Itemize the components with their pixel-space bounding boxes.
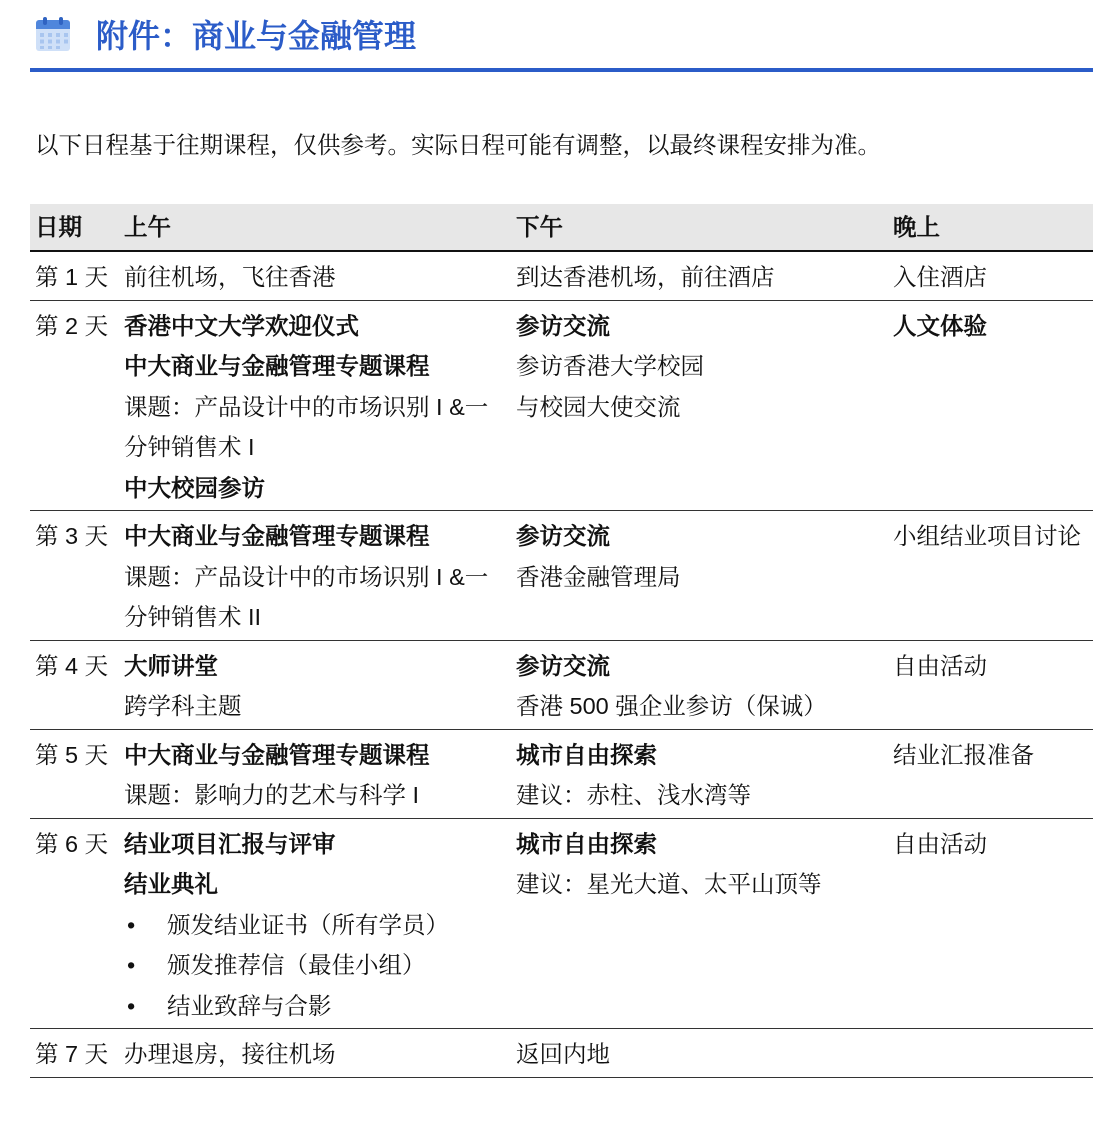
schedule-row (30, 511, 1093, 641)
activity-item: 城市自由探索 (516, 741, 657, 768)
afternoon-cell (516, 730, 893, 818)
activity-item: 建议：星光大道、太平山顶等 (516, 871, 822, 897)
schedule-row (30, 819, 1093, 1030)
activity-item: 参访交流 (516, 523, 610, 549)
bullet-text: 结业致辞与合影 (167, 992, 332, 1019)
afternoon-cell (516, 511, 893, 640)
activity-item: 香港 500 强企业参访（保诚） (516, 693, 827, 719)
morning-cell (124, 511, 516, 640)
activity-item: 香港中文大学欢迎仪式 (124, 312, 359, 339)
day-cell: 第 7 天 (35, 1041, 109, 1067)
bullet-item (124, 986, 508, 1027)
schedule-table (30, 204, 1093, 1078)
schedule-row (30, 252, 1093, 301)
table-header-row (30, 204, 1093, 252)
bullet-marker: • (127, 911, 136, 938)
day-cell: 第 5 天 (35, 741, 109, 768)
bullet-item (124, 905, 508, 946)
activity-item: 结业典礼 (124, 871, 218, 897)
activity-item: 前往机场，飞往香港 (124, 264, 336, 290)
activity-item: 到达香港机场，前往酒店 (516, 264, 775, 290)
activity-item: 建议：赤柱、浅水湾等 (516, 782, 751, 808)
activity-item: 返回内地 (516, 1041, 610, 1067)
activity-item: 小组结业项目讨论 (893, 523, 1081, 549)
evening-cell (893, 301, 1093, 511)
activity-item: 自由活动 (893, 830, 987, 857)
afternoon-cell (516, 819, 893, 1029)
schedule-row (30, 641, 1093, 730)
bullet-item (124, 945, 508, 986)
column-header-day: 日期 (35, 214, 82, 240)
afternoon-cell (516, 252, 893, 300)
morning-cell (124, 1029, 516, 1077)
activity-item: 与校园大使交流 (516, 393, 681, 420)
activity-item: 参访交流 (516, 652, 610, 679)
activity-item: 结业项目汇报与评审 (124, 830, 336, 857)
activity-item: 跨学科主题 (124, 693, 242, 719)
bullet-text: 颁发结业证书（所有学员） (167, 911, 449, 938)
day-cell: 第 6 天 (35, 830, 109, 857)
activity-item: 中大商业与金融管理专题课程 (124, 523, 430, 549)
afternoon-cell (516, 641, 893, 729)
activity-item: 香港金融管理局 (516, 563, 681, 590)
day-cell: 第 3 天 (35, 523, 109, 549)
activity-item: 大师讲堂 (124, 652, 218, 679)
activity-item: 中大商业与金融管理专题课程 (124, 353, 430, 379)
column-header-morning: 上午 (124, 214, 171, 240)
page-title: 附件：商业与金融管理 (96, 18, 417, 54)
activity-item: 入住酒店 (893, 264, 987, 290)
morning-cell (124, 819, 516, 1029)
day-cell: 第 4 天 (35, 652, 109, 679)
bullet-marker: • (127, 992, 136, 1019)
afternoon-cell (516, 301, 893, 511)
evening-cell (893, 641, 1093, 729)
activity-item: 结业汇报准备 (893, 741, 1034, 768)
intro-text: 以下日程基于往期课程，仅供参考。实际日程可能有调整，以最终课程安排为准。 (35, 132, 881, 158)
activity-item: 自由活动 (893, 652, 987, 679)
schedule-row (30, 1029, 1093, 1078)
activity-item: 参访交流 (516, 312, 610, 339)
calendar-icon (34, 15, 72, 53)
morning-cell (124, 252, 516, 300)
activity-item: 中大商业与金融管理专题课程 (124, 741, 430, 768)
schedule-row (30, 730, 1093, 819)
evening-cell (893, 252, 1093, 300)
bullet-text: 颁发推荐信（最佳小组） (167, 952, 426, 978)
day-cell: 第 2 天 (35, 312, 109, 339)
schedule-row (30, 301, 1093, 512)
column-header-afternoon: 下午 (516, 214, 563, 240)
activity-item: 参访香港大学校园 (516, 353, 704, 379)
activity-item: 人文体验 (893, 312, 987, 339)
afternoon-cell (516, 1029, 893, 1077)
activity-item: 中大校园参访 (124, 474, 265, 501)
day-cell: 第 1 天 (35, 264, 109, 290)
activity-item: 课题：产品设计中的市场识别 I &一分钟销售术 II (124, 563, 489, 630)
activity-item: 课题：产品设计中的市场识别 I &一分钟销售术 I (124, 393, 489, 460)
activity-item: 课题：影响力的艺术与科学 I (124, 782, 420, 808)
morning-cell (124, 641, 516, 729)
column-header-evening: 晚上 (893, 214, 940, 240)
title-divider (30, 68, 1093, 72)
evening-cell (893, 1029, 1093, 1077)
activity-item: 办理退房，接往机场 (124, 1041, 336, 1067)
morning-cell (124, 301, 516, 511)
morning-cell (124, 730, 516, 818)
evening-cell (893, 730, 1093, 818)
evening-cell (893, 819, 1093, 1029)
bullet-marker: • (127, 952, 136, 978)
evening-cell (893, 511, 1093, 640)
activity-item: 城市自由探索 (516, 830, 657, 857)
